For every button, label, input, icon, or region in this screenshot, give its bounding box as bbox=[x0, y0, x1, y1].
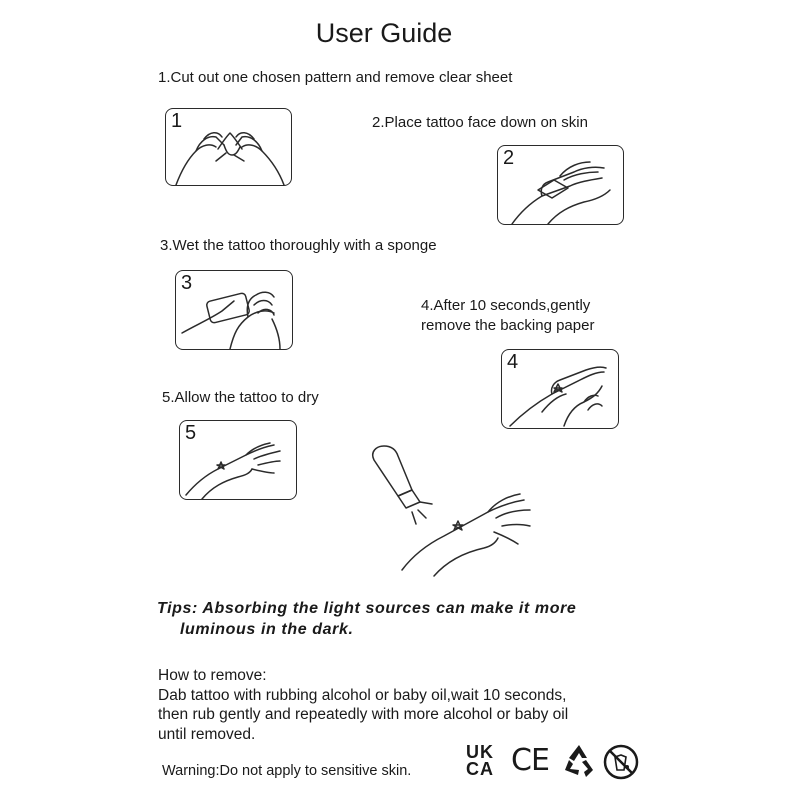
step-2-number: 2 bbox=[503, 147, 515, 169]
step-4-illustration bbox=[501, 349, 619, 429]
step-4-instruction-line1: 4.After 10 seconds,gently bbox=[421, 297, 591, 314]
removal-heading: How to remove: bbox=[158, 667, 267, 684]
hand-placing-tattoo-icon bbox=[498, 146, 625, 226]
removal-line-3: until removed. bbox=[158, 725, 256, 743]
step-1-instruction: 1.Cut out one chosen pattern and remove clear sheet bbox=[158, 69, 513, 86]
recycle-icon bbox=[560, 742, 598, 780]
ukca-mark bbox=[466, 744, 506, 782]
hand-with-sponge-icon bbox=[176, 271, 294, 351]
no-littering-icon bbox=[602, 743, 640, 781]
ukca-mark-top: UK bbox=[466, 742, 494, 762]
step-4-instruction-line2: remove the backing paper bbox=[421, 317, 595, 334]
flashlight-on-hand-icon bbox=[362, 440, 562, 580]
step-2-instruction: 2.Place tattoo face down on skin bbox=[372, 114, 588, 131]
hands-peeling-icon bbox=[166, 109, 293, 187]
flashlight-charging-illustration bbox=[362, 440, 562, 580]
step-3-instruction: 3.Wet the tattoo thoroughly with a sponge bbox=[160, 237, 437, 254]
ukca-mark-bottom: CA bbox=[466, 759, 494, 779]
step-3-illustration bbox=[175, 270, 293, 350]
removal-instructions bbox=[158, 666, 568, 744]
step-2-illustration bbox=[497, 145, 624, 225]
tips-note bbox=[157, 598, 576, 640]
step-5-instruction: 5.Allow the tattoo to dry bbox=[162, 389, 319, 406]
step-1-illustration bbox=[165, 108, 292, 186]
step-1-number: 1 bbox=[171, 110, 183, 132]
step-3-number: 3 bbox=[181, 272, 193, 294]
removal-line-2: then rub gently and repeatedly with more alcohol or baby oil bbox=[158, 706, 569, 723]
ce-mark: CE bbox=[511, 743, 549, 778]
removal-line-1: Dab tattoo with rubbing alcohol or baby oil,wait 10 seconds, bbox=[158, 686, 567, 704]
hand-with-star-tattoo-icon bbox=[180, 421, 298, 501]
step-5-illustration bbox=[179, 420, 297, 500]
tips-line-2: luminous in the dark. bbox=[180, 621, 354, 638]
hand-removing-paper-icon bbox=[502, 350, 620, 430]
page-title: User Guide bbox=[315, 18, 453, 48]
tips-line-1: Tips: Absorbing the light sources can make it more bbox=[157, 600, 577, 617]
warning-text: Warning:Do not apply to sensitive skin. bbox=[162, 763, 412, 779]
step-4-number: 4 bbox=[507, 351, 519, 373]
step-5-number: 5 bbox=[185, 422, 197, 444]
